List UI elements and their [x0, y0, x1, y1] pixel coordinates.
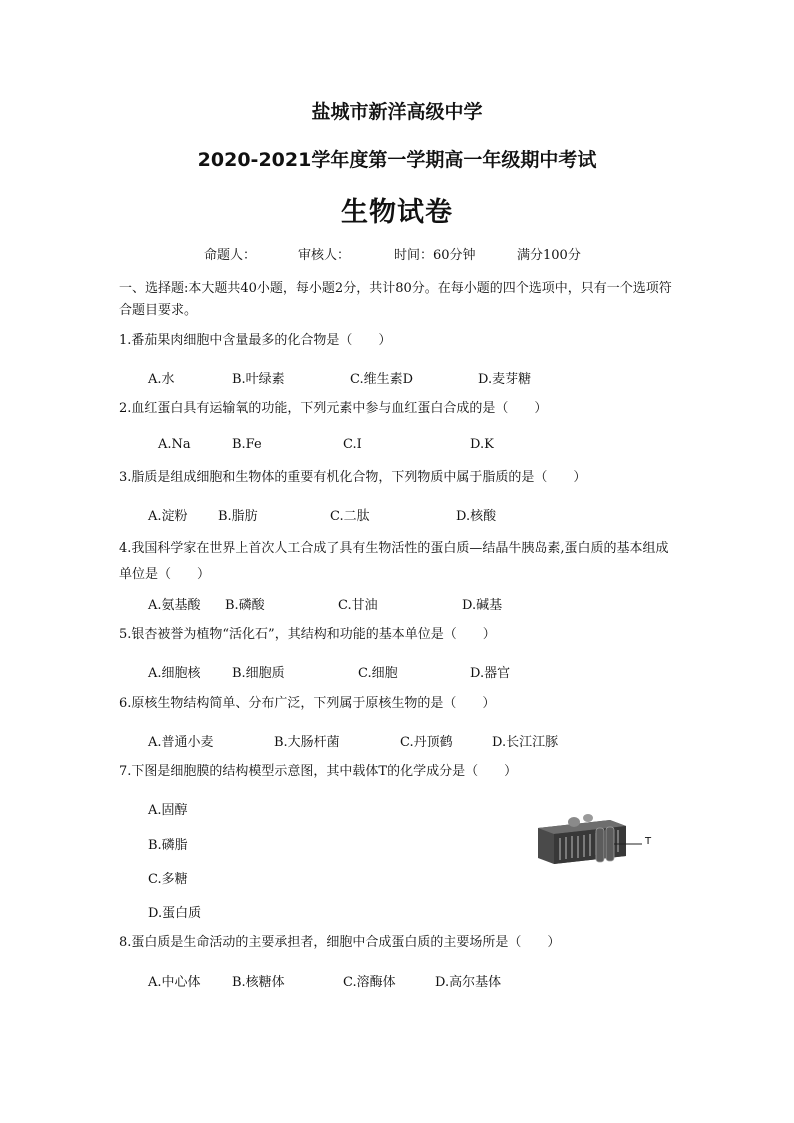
section-instructions: 一、选择题:本大题共40小题，每小题2分，共计80分。在每小题的四个选项中，只有一个选项符合题目要求。	[119, 281, 672, 318]
exam-time: 时间：60分钟	[394, 248, 476, 263]
school-name: 盐城市新洋高级中学	[311, 101, 483, 123]
q3-option-b: B.脂肪	[218, 509, 258, 524]
exam-title: 2020-2021学年度第一学期高一年级期中考试	[197, 149, 597, 171]
question-5: 5.银杏被誉为植物“活化石”，其结构和功能的基本单位是（ ）	[119, 627, 496, 642]
carrier-t-label: T	[645, 836, 652, 847]
q2-option-b: B.Fe	[232, 437, 262, 452]
q2-option-a: A.Na	[158, 437, 191, 452]
question-6: 6.原核生物结构简单、分布广泛，下列属于原核生物的是（ ）	[119, 696, 496, 711]
q7-option-d: D.蛋白质	[148, 906, 202, 921]
question-1: 1.番茄果肉细胞中含量最多的化合物是（ ）	[119, 333, 392, 348]
q6-option-c: C.丹顶鹤	[400, 735, 453, 750]
reviewer-label: 审核人：	[298, 248, 351, 263]
full-score: 满分100分	[517, 248, 581, 263]
question-2: 2.血红蛋白具有运输氧的功能，下列元素中参与血红蛋白合成的是（ ）	[119, 401, 548, 416]
q8-option-b: B.核糖体	[232, 975, 285, 990]
q1-option-a: A.水	[148, 372, 175, 387]
q4-option-a: A.氨基酸	[148, 598, 201, 613]
q8-option-c: C.溶酶体	[343, 975, 396, 990]
q7-option-b: B.磷脂	[148, 838, 188, 853]
q7-option-c: C.多糖	[148, 872, 188, 887]
q6-option-a: A.普通小麦	[148, 735, 214, 750]
q8-option-a: A.中心体	[148, 975, 201, 990]
q4-option-b: B.磷酸	[225, 598, 265, 613]
q5-option-c: C.细胞	[358, 666, 398, 681]
question-4: 4.我国科学家在世界上首次人工合成了具有生物活性的蛋白质—结晶牛胰岛素,蛋白质的基本组成单位是（ ）	[119, 541, 669, 582]
q4-option-d: D.碱基	[462, 598, 503, 613]
subject-title: 生物试卷	[341, 197, 453, 228]
q1-option-d: D.麦芽糖	[478, 372, 532, 387]
q3-option-a: A.淀粉	[148, 509, 188, 524]
question-7: 7.下图是细胞膜的结构模型示意图，其中载体T的化学成分是（ ）	[119, 764, 518, 779]
q3-option-d: D.核酸	[456, 509, 497, 524]
q7-option-a: A.固醇	[148, 803, 188, 818]
q2-option-c: C.I	[343, 437, 362, 452]
q8-option-d: D.高尔基体	[435, 975, 502, 990]
q1-option-c: C.维生素D	[350, 372, 414, 387]
setter-label: 命题人：	[204, 248, 257, 263]
q3-option-c: C.二肽	[330, 509, 370, 524]
q2-option-d: D.K	[470, 437, 494, 452]
q6-option-b: B.大肠杆菌	[274, 735, 340, 750]
q5-option-d: D.器官	[470, 666, 511, 681]
q1-option-b: B.叶绿素	[232, 372, 285, 387]
question-8: 8.蛋白质是生命活动的主要承担者，细胞中合成蛋白质的主要场所是（ ）	[119, 935, 561, 950]
q4-option-c: C.甘油	[338, 598, 378, 613]
q5-option-a: A.细胞核	[148, 666, 201, 681]
q5-option-b: B.细胞质	[232, 666, 285, 681]
cell-membrane-diagram	[530, 808, 660, 878]
question-3: 3.脂质是组成细胞和生物体的重要有机化合物，下列物质中属于脂质的是（ ）	[119, 470, 587, 485]
q6-option-d: D.长江江豚	[492, 735, 559, 750]
